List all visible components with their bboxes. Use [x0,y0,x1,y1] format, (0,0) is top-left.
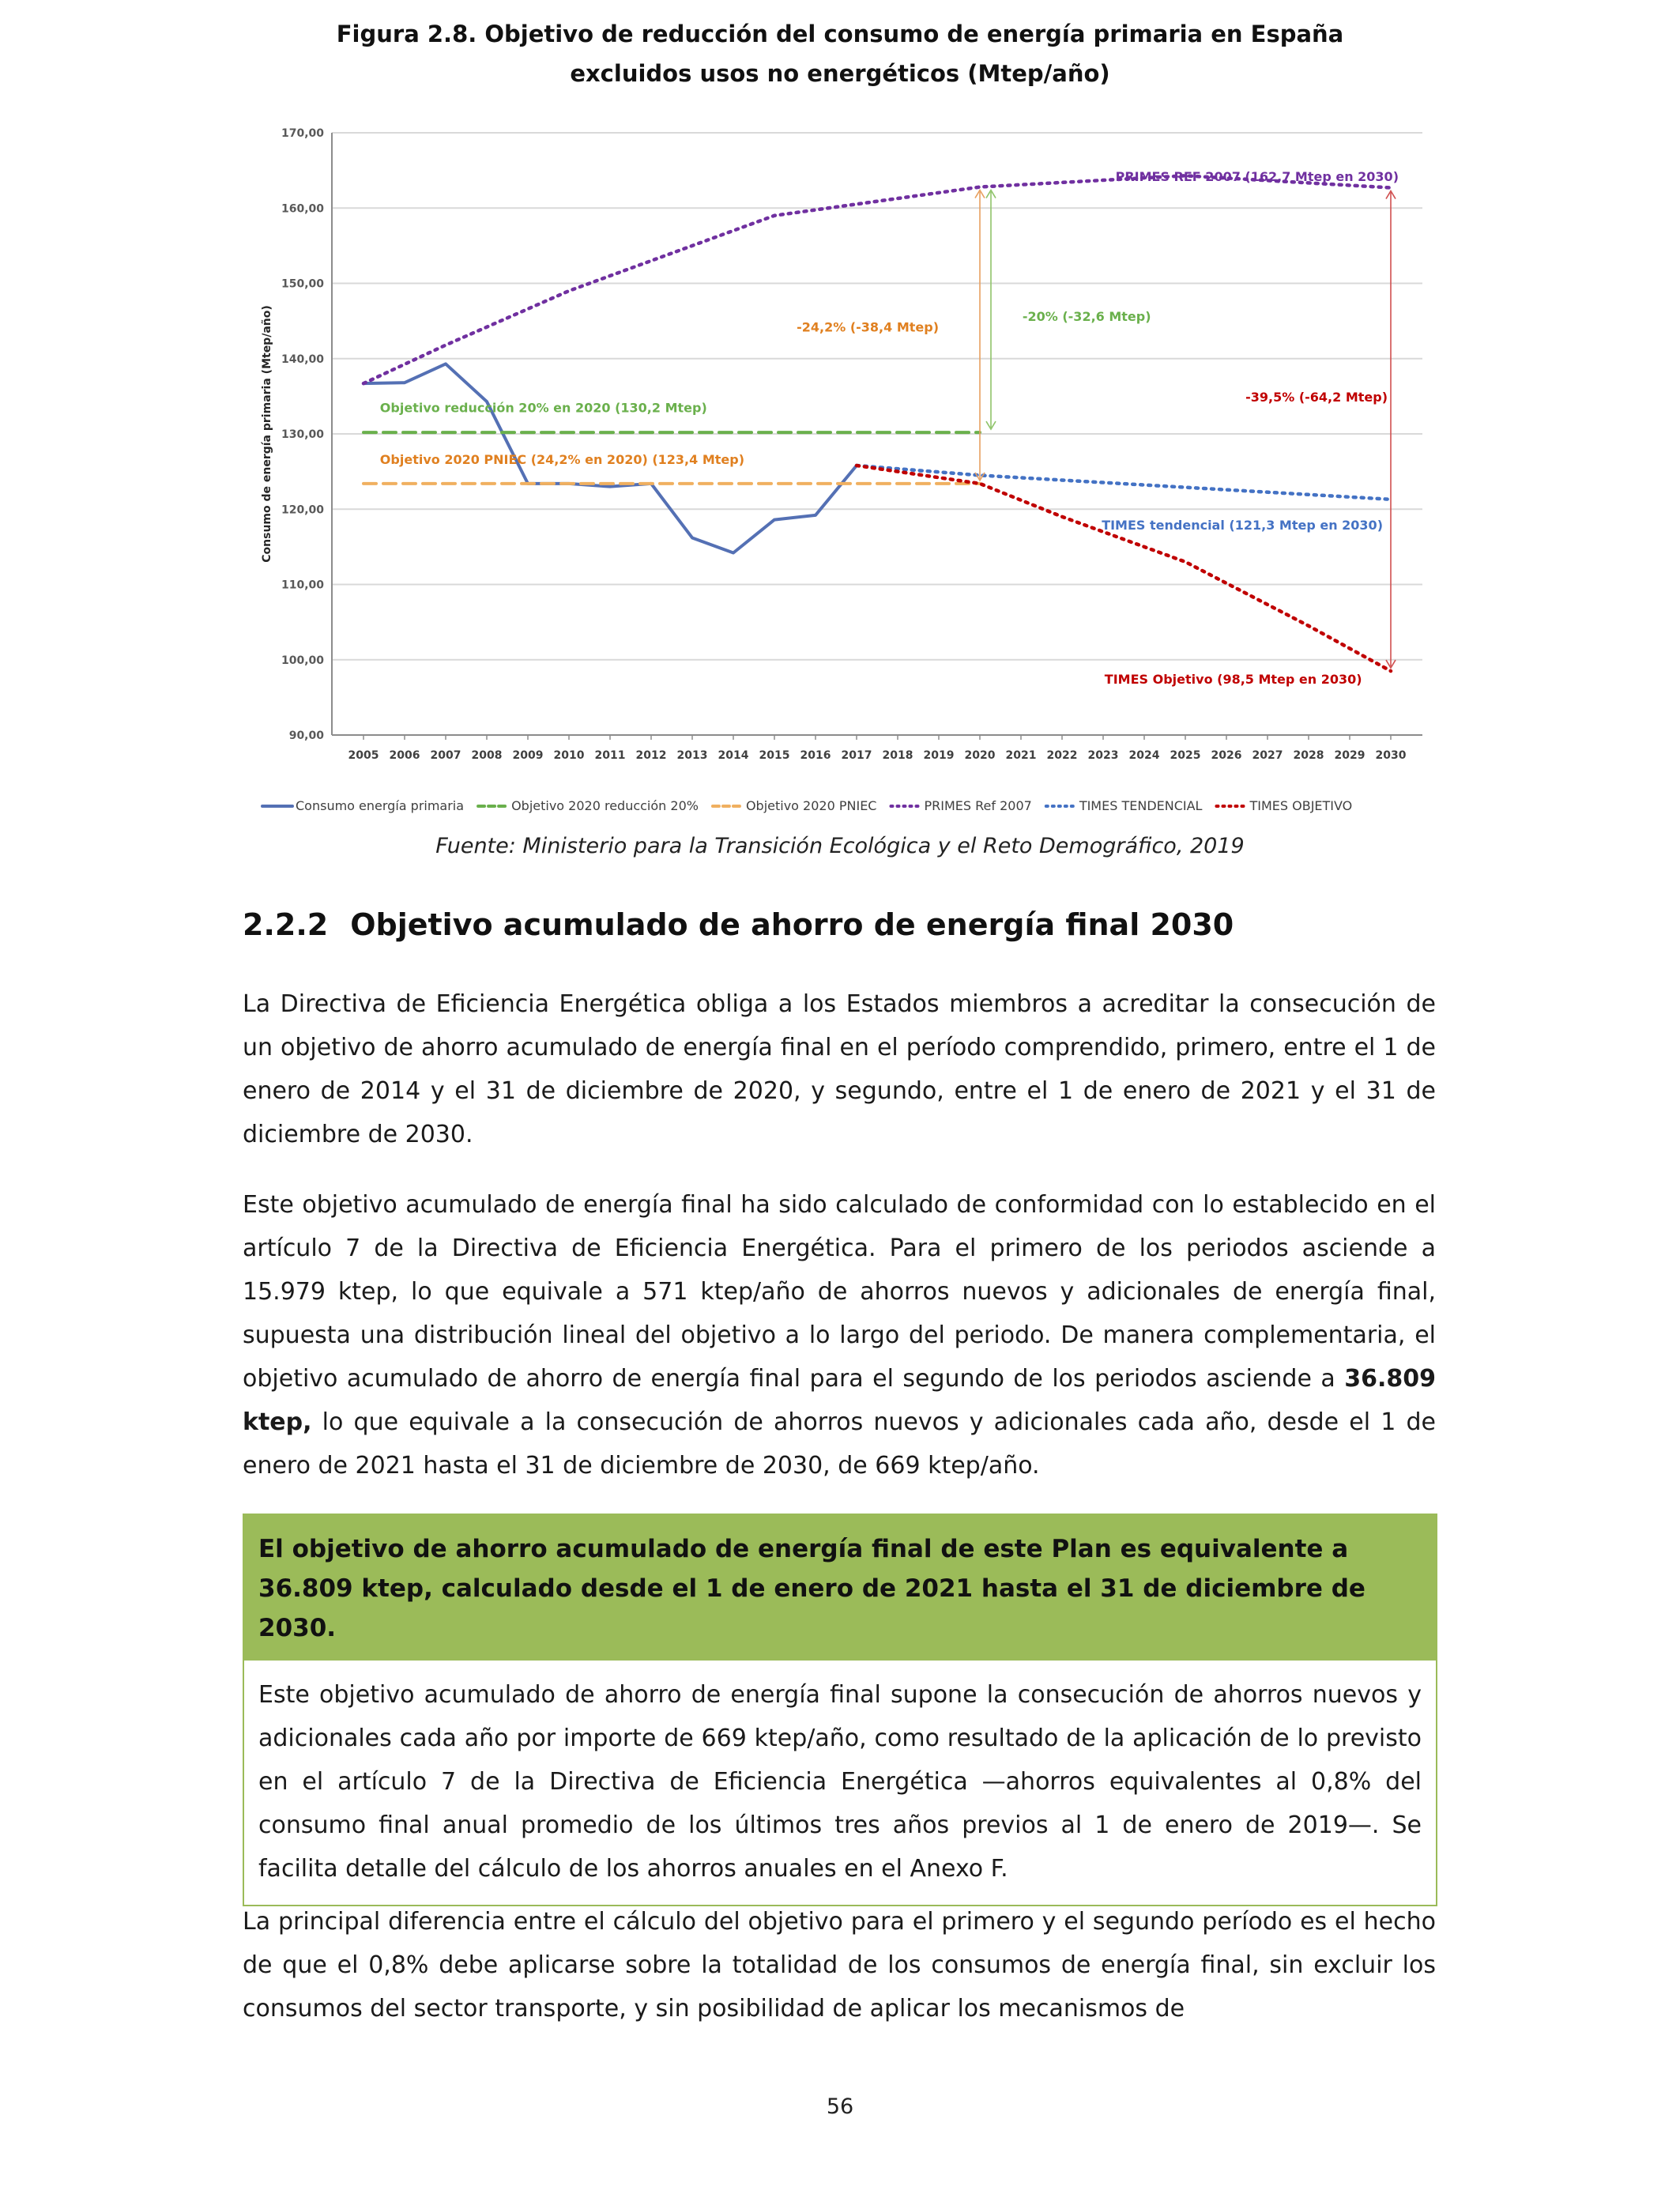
figure-source: Fuente: Ministerio para la Transición Ecológica y el Reto Demográfico, 2019 [435,834,1245,858]
paragraph-2 [243,1183,1436,1487]
x-tick-label: 2029 [1334,749,1365,762]
x-tick-label: 2016 [800,749,831,762]
x-tick-label: 2028 [1293,749,1324,762]
highlight-box-heading: El objetivo de ahorro acumulado de energía final de este Plan es equivalente a 36.809 ktep, calculado desde el 1 de enero de 2021 hasta el 31 de diciembre de 2030. [244,1515,1436,1661]
x-tick-label: 2010 [553,749,585,762]
chart-annotation: Objetivo 2020 PNIEC (24,2% en 2020) (123,4 Mtep) [379,452,745,468]
highlight-box-body: Este objetivo acumulado de ahorro de energía final supone la consecución de ahorros nuevos y adicionales cada año por importe de 669 ktep/año, como resultado de la aplicación de lo previsto en el artículo 7 de la Directiva de Eficiencia Energética —ahorros equivalentes al 0,8% del consumo final anual promedio de los últimos tres años previos al 1 de enero de 2019—. Se facilita detalle del cálculo de los ahorros anuales en el Anexo F. [258,1681,1422,1883]
y-axis-label: Consumo de energía primaria (Mtep/año) [261,305,273,563]
chart-annotation: -39,5% (-64,2 Mtep) [1245,390,1388,405]
chart-annotation: -20% (-32,6 Mtep) [1022,309,1151,325]
paragraph-3: La principal diferencia entre el cálculo del objetivo para el primero y el segundo período es el hecho de que el 0,8% debe aplicarse sobre la totalidad de los consumos de energía final, sin excluir los consumos del sector transporte, y sin posibilidad de aplicar los mecanismos de [243,1908,1436,2022]
x-tick-label: 2019 [923,749,955,762]
chart-annotation: Objetivo reducción 20% en 2020 (130,2 Mtep) [379,400,707,416]
legend-item: Objetivo 2020 reducción 20% [511,798,699,813]
x-tick-label: 2005 [348,749,379,762]
x-tick-label: 2025 [1170,749,1201,762]
x-tick-label: 2021 [1005,749,1037,762]
section-heading [243,907,1234,942]
chart-annotation: TIMES Objetivo (98,5 Mtep en 2030) [1104,672,1362,688]
figure-title-line-1: Figura 2.8. Objetivo de reducción del consumo de energía primaria en España [336,21,1344,47]
highlight-box [243,1514,1437,1906]
y-tick-label: 120,00 [281,503,324,517]
x-tick-label: 2017 [841,749,872,762]
legend-item: TIMES TENDENCIAL [1079,798,1203,813]
legend-item: Objetivo 2020 PNIEC [745,798,877,813]
x-tick-label: 2007 [430,749,461,762]
chart-annotation: TIMES tendencial (121,3 Mtep en 2030) [1102,517,1383,533]
x-tick-label: 2020 [964,749,996,762]
section-title: Objetivo acumulado de ahorro de energía final 2030 [350,907,1234,942]
legend-item: PRIMES Ref 2007 [924,798,1032,813]
x-tick-label: 2018 [882,749,913,762]
x-tick-label: 2022 [1046,749,1078,762]
chart-annotation: PRIMES REF 2007 (162,7 Mtep en 2030) [1115,168,1399,184]
x-tick-label: 2015 [759,749,790,762]
x-tick-label: 2027 [1252,749,1283,762]
legend-item: TIMES OBJETIVO [1249,798,1353,813]
y-tick-label: 130,00 [281,428,324,441]
x-tick-label: 2014 [718,749,749,762]
x-tick-label: 2013 [676,749,708,762]
y-tick-label: 150,00 [281,277,324,291]
paragraph-2-text-a: Este objetivo acumulado de energía final ha sido calculado de conformidad con lo establecido en el artículo 7 de la Directiva de Eficiencia Energética. Para el primero de los periodos asciende a 15.979 ktep, lo que equivale a 571 ktep/año de ahorros nuevos y adicionales de energía final, supuesta una distribución lineal del objetivo a lo largo del periodo. De manera complementaria, el objetivo acumulado de ahorro de energía final para el segundo de los periodos asciende a [243,1191,1436,1393]
x-tick-label: 2024 [1128,749,1160,762]
series-line-4 [363,175,1391,383]
paragraph-2-bold: 36.809 ktep, [243,1365,1436,1436]
y-tick-label: 90,00 [288,729,324,742]
y-tick-label: 100,00 [281,654,324,667]
x-tick-label: 2008 [471,749,503,762]
x-tick-label: 2006 [389,749,420,762]
x-tick-label: 2011 [594,749,626,762]
x-tick-label: 2026 [1211,749,1242,762]
y-tick-label: 110,00 [281,579,324,592]
x-tick-label: 2023 [1087,749,1119,762]
paragraph-1: La Directiva de Eficiencia Energética obliga a los Estados miembros a acreditar la consecución de un objetivo de ahorro acumulado de energía final en el período comprendido, primero, entre el 1 de enero de 2014 y el 31 de diciembre de 2020, y segundo, entre el 1 de enero de 2021 y el 31 de diciembre de 2030. [243,990,1436,1148]
page-number: 56 [826,2094,854,2119]
section-number: 2.2.2 [243,907,329,942]
y-tick-label: 140,00 [281,352,324,366]
energy-consumption-chart [253,111,1438,830]
x-tick-label: 2009 [512,749,544,762]
y-tick-label: 170,00 [281,127,324,140]
series-line-6 [857,466,1391,671]
x-tick-label: 2030 [1375,749,1407,762]
chart-annotation: -24,2% (-38,4 Mtep) [797,319,939,335]
legend-item: Consumo energía primaria [296,798,465,813]
y-tick-label: 160,00 [281,202,324,216]
x-tick-label: 2012 [635,749,667,762]
figure-title [237,14,1443,93]
figure-title-line-2: excluidos usos no energéticos (Mtep/año) [570,60,1110,87]
paragraph-2-text-b: lo que equivale a la consecución de ahorros nuevos y adicionales cada año, desde el 1 de enero de 2021 hasta el 31 de diciembre de 2030, de 669 ktep/año. [243,1408,1436,1480]
